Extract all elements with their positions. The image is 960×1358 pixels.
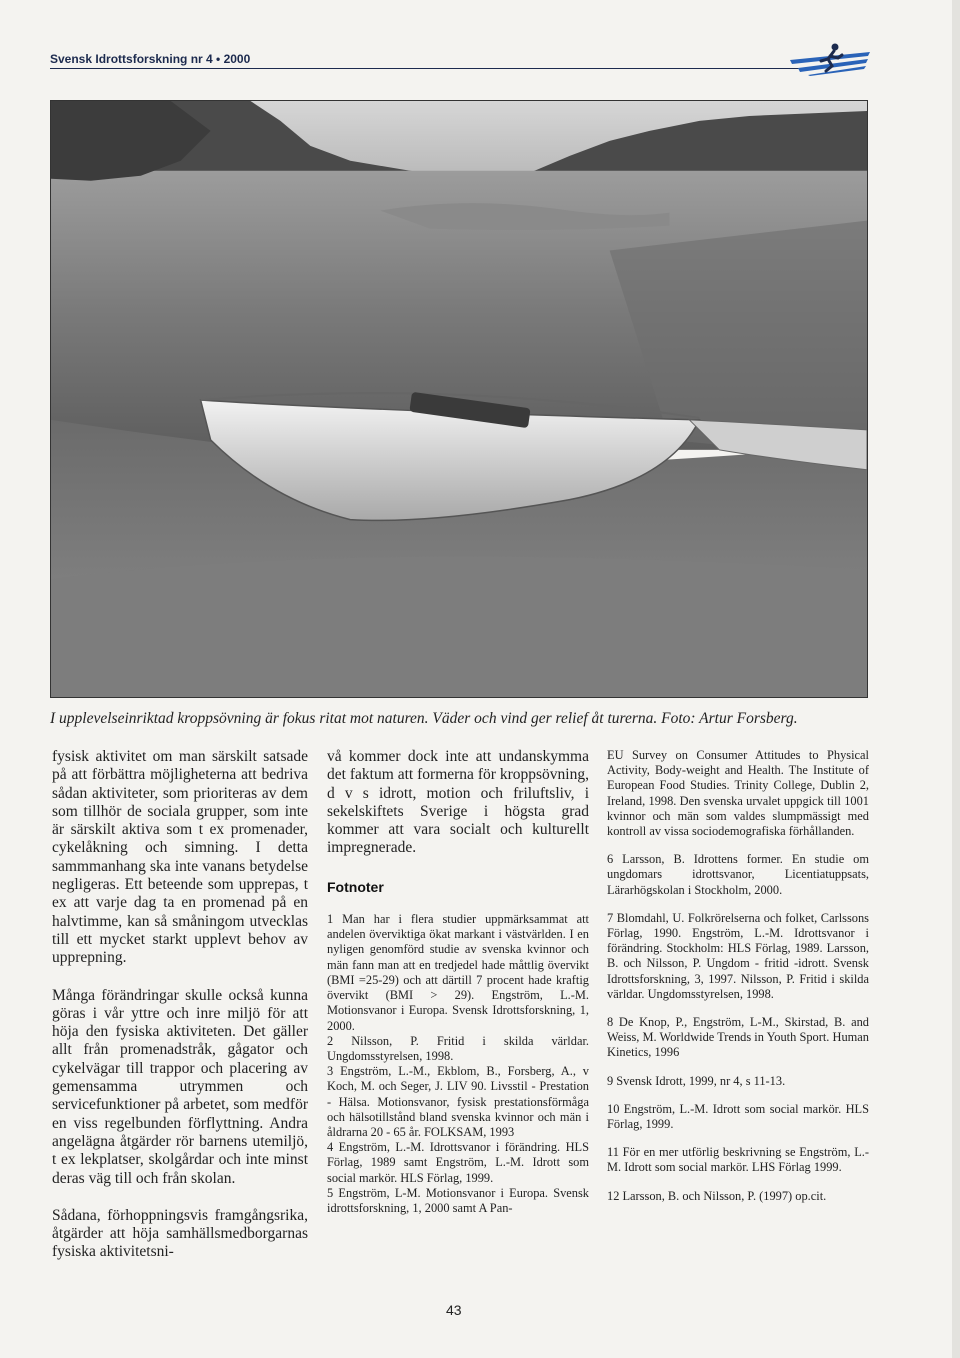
page-number: 43 bbox=[446, 1302, 462, 1318]
photo-grass bbox=[51, 557, 867, 697]
footnote: 2 Nilsson, P. Fritid i skilda världar. Ungdomsstyrelsen, 1998. bbox=[327, 1033, 589, 1063]
journal-title: Svensk Idrottsforskning nr 4 • 2000 bbox=[50, 52, 251, 66]
body-paragraph: fysisk aktivitet om man särskilt satsade på att förbättra möjligheterna att bedriva sådan aktiviteter, som prioriteras av dem som tillhör de sociala grupper, som inte är särskilt aktiva som t ex promenader, cykelåkning och simning. I detta sammmanhang ska inte vanans betydelse negligeras. Ett beteende som upprepas, t ex att varje dag ta en promenad på en halvtimme, kan så småningom utvecklas till ett mycket starkt upplevt behov av upprepning. bbox=[52, 748, 308, 967]
header-rule bbox=[50, 68, 810, 69]
body-paragraph: Sådana, förhoppningsvis framgångsrika, åtgärder att höja samhällsmedborgarnas fysiska aktivitetsni- bbox=[52, 1206, 308, 1261]
footnote: 5 Engström, L-M. Motionsvanor i Europa. Svensk idrottsforskning, 1, 2000 samt A Pan- bbox=[327, 1185, 589, 1215]
footnote: 4 Engström, L.-M. Idrottsvanor i förändring. HLS Förlag, 1989 samt Engström, L.-M. Idrott som social markör. HLS Förlag, 1999. bbox=[327, 1140, 589, 1185]
body-paragraph: Många förändringar skulle också kunna göras i vår yttre och inre miljö för att höja den fysiska aktiviteten. Det gäller allt från promenadstråk, gågator och cykelvägar till trappor och placering av gemensamma utrymmen och servicefunktioner på arbetet, som medför en viss regelbunden förflyttning. Andra angelägna åtgärder rör barnens utemiljö, t ex lekplatser, skolgårdar och inte minst deras väg till och från skolan. bbox=[52, 986, 308, 1187]
footnote: EU Survey on Consumer Attitudes to Physical Activity, Body-weight and Health. The Institute of European Food Studies. Trinity College, Dublin 2, Ireland, 1998. Den svenska urvalet uppgick till 1001 kvinnor och män som valdes slumpmässigt med kontroll av vissa sociodemografiska förhållanden. bbox=[607, 748, 869, 839]
kayak-photo bbox=[50, 100, 868, 698]
footnote: 11 För en mer utförlig beskrivning se Engström, L.-M. Idrott som social markör. LHS Förlag 1999. bbox=[607, 1145, 869, 1175]
footnotes-heading: Fotnoter bbox=[327, 878, 384, 895]
column-2 bbox=[327, 748, 589, 1216]
runner-logo-icon bbox=[790, 42, 870, 76]
logo-runner-head bbox=[832, 44, 839, 51]
footnote: 3 Engström, L.-M., Ekblom, B., Forsberg, A., v Koch, M. och Seger, J. LIV 90. Livsstil - Prestation - Hälsa. Motionsvanor, fysisk prestationsförmåga och hälsotillstånd bland svenska kvinnor och män i åldrarna 20 - 65 år. FOLKSAM, 1993 bbox=[327, 1064, 589, 1139]
photo-caption: I upplevelseinriktad kroppsövning är fokus ritat mot naturen. Väder och vind ger relief åt turerna. Foto: Artur Forsberg. bbox=[50, 710, 798, 727]
scan-edge bbox=[952, 0, 960, 1358]
footnote: 7 Blomdahl, U. Folkrörelserna och folket, Carlssons Förlag, 1990. Engström, L.-M. Idrottsvanor i förändring. Stockholm: HLS Förlag, 1989. Larsson, B. och Nilsson, P. Ungdom - fritid -idrott. Svensk Idrottsforskning, 3, 1997. Nilsson, P. Fritid i skilda världar. Ungdomsstyrelsen, 1998. bbox=[607, 910, 869, 1001]
footnote: 8 De Knop, P., Engström, L-M., Skirstad, B. and Weiss, M. Worldwide Trends in Youth Sport. Human Kinetics, 1996 bbox=[607, 1015, 869, 1060]
column-1 bbox=[52, 748, 308, 1262]
column-3 bbox=[607, 748, 869, 1217]
footnote: 1 Man har i flera studier uppmärksammat att andelen överviktiga ökat markant i västvärlden. I en nyligen genomförd studie av svenska kvinnor och män fann man att en tredjedel hade måttlig övervikt (BMI =25-29) och att därtill 7 procent hade kraftig övervikt (BMI > 29). Engström, L.-M. Motionsvanor i Europa. Svensk Idrottsforskning, 1, 2000. bbox=[327, 912, 589, 1033]
footnote: 12 Larsson, B. och Nilsson, P. (1997) op.cit. bbox=[607, 1188, 827, 1203]
footnote: 10 Engström, L.-M. Idrott som social markör. HLS Förlag, 1999. bbox=[607, 1101, 869, 1132]
body-paragraph: vå kommer dock inte att undanskymma det faktum att formerna för kroppsövning, d v s idrott, motion och friluftsliv, i sekelskiftets Sverige i högsta grad kommer att vara socialt och kulturellt impregnerade. bbox=[327, 748, 589, 857]
footnote: 9 Svensk Idrott, 1999, nr 4, s 11-13. bbox=[607, 1073, 786, 1088]
footnote: 6 Larsson, B. Idrottens former. En studie om ungdomars idrottsvanor, Licentiatuppsats, Lärarhögskolan i Stockholm, 2000. bbox=[607, 852, 869, 897]
